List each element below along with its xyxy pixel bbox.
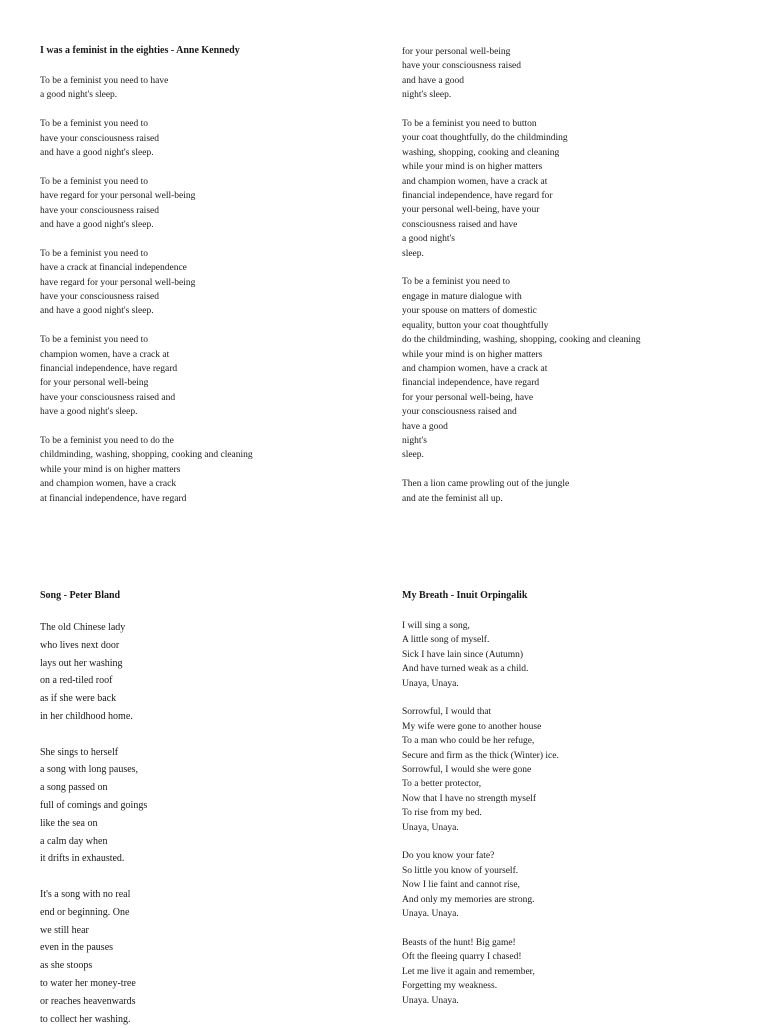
bland-stanza: It's a song with no real end or beginning. One we still hear even in the pauses as she stoops to water her money-tree or reaches heavenwards to collect her washing. bbox=[40, 888, 136, 1025]
kennedy-stanza: To be a feminist you need to champion women, have a crack at financial independence, have regard for your personal well-being have your consciousness raised and have a good night's sleep. bbox=[40, 335, 178, 418]
bland-stanza: She sings to herself a song with long pauses, a song passed on full of comings and goings like the sea on a calm day when it drifts in exhausted. bbox=[40, 746, 148, 865]
orpingalik-poem-column bbox=[402, 590, 742, 1008]
kennedy-poem-column-2 bbox=[402, 45, 742, 506]
orpingalik-stanza: Sorrowful, I would that My wife were gone to another house To a man who could be her refuge, Secure and firm as the thick (Winter) ice. Sorrowful, I would she were gone To a better protector, Now that I have no strength myself To rise from my bed. Unaya, Unaya. bbox=[402, 707, 559, 833]
kennedy-stanza: To be a feminist you need to button your coat thoughtfully, do the childminding washing, shopping, cooking and cleaning while your mind is on higher matters and champion women, have a crack at financial independence, have regard for your personal well-being, have your consciousness raised and have a good night's sleep. bbox=[402, 119, 568, 259]
kennedy-stanza: Then a lion came prowling out of the jungle and ate the feminist all up. bbox=[402, 479, 570, 504]
orpingalik-stanza: Beasts of the hunt! Big game! Oft the fleeing quarry I chased! Let me live it again and remember, Forgetting my weakness. Unaya. Unaya. bbox=[402, 937, 535, 1006]
kennedy-stanza: for your personal well-being have your consciousness raised and have a good night's sleep. bbox=[402, 47, 521, 101]
kennedy-stanza: To be a feminist you need to do the childminding, washing, shopping, cooking and cleaning while your mind is on higher matters and champion women, have a crack at financial independence, have regard bbox=[40, 436, 253, 504]
kennedy-stanza: To be a feminist you need to have regard for your personal well-being have your consciousness raised and have a good night's sleep. bbox=[40, 176, 196, 231]
bland-stanza: The old Chinese lady who lives next door lays out her washing on a red-tiled roof as if she were back in her childhood home. bbox=[40, 622, 133, 722]
orpingalik-poem-title: My Breath - Inuit Orpingalik bbox=[402, 590, 528, 601]
orpingalik-stanza: I will sing a song, A little song of myself. Sick I have lain since (Autumn) And have turned weak as a child. Unaya, Unaya. bbox=[402, 621, 529, 689]
orpingalik-stanza: Do you know your fate? So little you know of yourself. Now I lie faint and cannot rise, And only my memories are strong. Unaya. Unaya. bbox=[402, 851, 535, 920]
kennedy-stanza: To be a feminist you need to engage in mature dialogue with your spouse on matters of domestic equality, button your coat thoughtfully do the childminding, washing, shopping, cooking and cleaning while your mind is on higher matters and champion women, have a crack at financial independence, have regard for your personal well-being, have your consciousness raised and have a good night's sleep. bbox=[402, 277, 641, 461]
kennedy-stanza: To be a feminist you need to have your consciousness raised and have a good night's sleep. bbox=[40, 119, 159, 159]
kennedy-stanza: To be a feminist you need to have a crack at financial independence have regard for your personal well-being have your consciousness raised and have a good night's sleep. bbox=[40, 248, 196, 317]
kennedy-stanza: To be a feminist you need to have a good night's sleep. bbox=[40, 76, 169, 101]
bland-poem-column bbox=[40, 590, 380, 1028]
kennedy-poem-title: I was a feminist in the eighties - Anne Kennedy bbox=[40, 45, 240, 56]
bland-poem-title: Song - Peter Bland bbox=[40, 590, 121, 601]
kennedy-poem-column-1 bbox=[40, 45, 380, 506]
